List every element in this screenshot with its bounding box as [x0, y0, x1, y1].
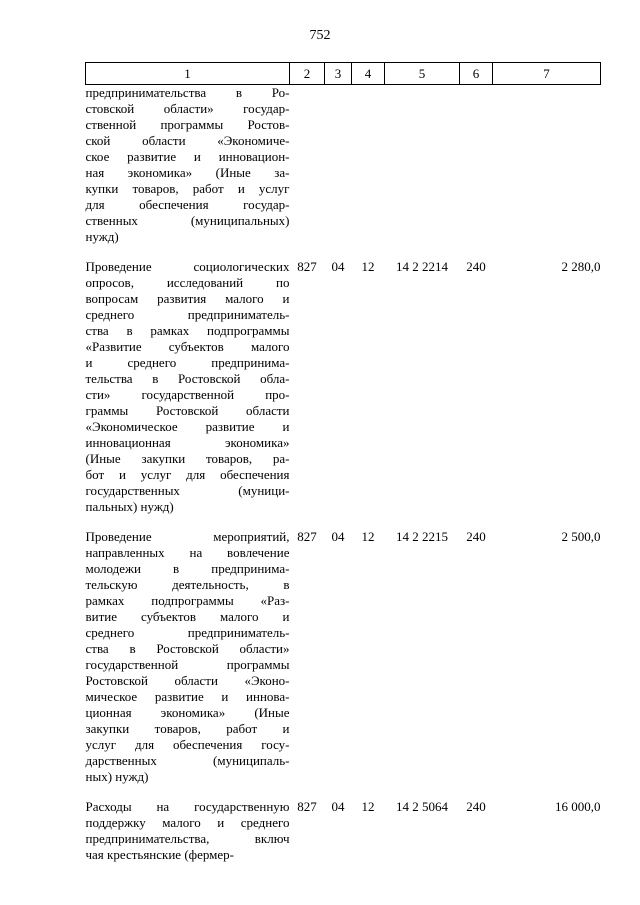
row-gap — [86, 515, 601, 529]
ministry-code — [290, 85, 325, 246]
description-line: Ростовской области «Эконо- — [85, 673, 290, 688]
amount: 2 500,0 — [561, 529, 601, 544]
description-line: услуг для обеспечения госу- — [85, 737, 290, 752]
table-row — [86, 259, 601, 515]
section-code: 04 — [331, 259, 345, 274]
ministry-code: 827 — [297, 529, 317, 544]
description-line: среднего предприниматель- — [85, 625, 290, 640]
ministry-code: 827 — [297, 799, 317, 814]
description-line: Проведение мероприятий, — [85, 529, 290, 544]
budget-table — [85, 62, 601, 863]
description-line: мическое развитие и иннова- — [85, 689, 290, 704]
row-gap — [86, 245, 601, 259]
amount: 16 000,0 — [555, 799, 601, 814]
description-line: чая крестьянские (фермер- — [85, 847, 234, 862]
table-row — [86, 529, 601, 785]
subsection-code: 12 — [361, 259, 375, 274]
header-row — [86, 63, 601, 85]
description-line: пальных) нужд) — [85, 499, 174, 514]
section-code: 04 — [331, 799, 345, 814]
description-line: ционная экономика» (Иные — [85, 705, 290, 720]
description-line: государственных (муници- — [85, 483, 290, 498]
amount — [493, 85, 601, 246]
description-line: тельства в Ростовской обла- — [85, 371, 290, 386]
description-line: среднего предприниматель- — [85, 307, 290, 322]
table-row — [86, 85, 601, 246]
description-line: направленных на вовлечение — [85, 545, 290, 560]
description-line: государственной программы — [85, 657, 290, 672]
description-line: поддержку малого и среднего — [85, 815, 290, 830]
description-line: для обеспечения государ- — [85, 197, 290, 212]
expense-description — [86, 529, 290, 785]
table-row — [86, 799, 601, 863]
description-line: ства в Ростовской области» — [85, 641, 290, 656]
target-article-code — [385, 85, 460, 246]
description-line: «Развитие субъектов малого — [85, 339, 290, 354]
description-line: предпринимательства, включ — [85, 831, 290, 846]
description-line: ственной программы Ростов- — [85, 117, 290, 132]
header-col-7: 7 — [493, 63, 601, 85]
target-article-code: 14 2 5064 — [396, 799, 448, 814]
header-col-6: 6 — [460, 63, 493, 85]
description-line: ства в рамках подпрограммы — [85, 323, 290, 338]
section-code — [325, 85, 352, 246]
description-line: ской области «Экономиче- — [85, 133, 290, 148]
header-col-4: 4 — [352, 63, 385, 85]
description-line: «Экономическое развитие и — [85, 419, 290, 434]
header-col-5: 5 — [385, 63, 460, 85]
expense-type-code: 240 — [466, 799, 486, 814]
description-line: купки товаров, работ и услуг — [85, 181, 290, 196]
row-gap-cell — [86, 245, 601, 259]
description-line: Расходы на государственную — [85, 799, 290, 814]
description-line: молодежи в предпринима- — [85, 561, 290, 576]
target-article-code: 14 2 2215 — [396, 529, 448, 544]
expense-type-code — [460, 85, 493, 246]
description-line: бот и услуг для обеспечения — [85, 467, 290, 482]
row-gap-cell — [86, 515, 601, 529]
description-line: витие субъектов малого и — [85, 609, 290, 624]
header-col-2: 2 — [290, 63, 325, 85]
description-line: предпринимательства в Ро- — [85, 85, 290, 100]
description-line: нужд) — [85, 229, 119, 244]
ministry-code: 827 — [297, 259, 317, 274]
description-line: опросов, исследований по — [85, 275, 290, 290]
expense-description — [86, 799, 290, 863]
description-line: ское развитие и инновацион- — [85, 149, 290, 164]
description-line: сти» государственной про- — [85, 387, 290, 402]
description-line: вопросам развития малого и — [85, 291, 290, 306]
expense-description — [86, 85, 290, 246]
header-col-1: 1 — [86, 63, 290, 85]
subsection-code: 12 — [361, 799, 375, 814]
amount: 2 280,0 — [561, 259, 601, 274]
description-line: ных) нужд) — [85, 769, 149, 784]
row-gap-cell — [86, 785, 601, 799]
section-code: 04 — [331, 529, 345, 544]
description-line: закупки товаров, работ и — [85, 721, 290, 736]
description-line: рамках подпрограммы «Раз- — [85, 593, 290, 608]
table-body — [86, 85, 601, 864]
description-line: ственных (муниципальных) — [85, 213, 290, 228]
expense-type-code: 240 — [466, 259, 486, 274]
description-line: граммы Ростовской области — [85, 403, 290, 418]
header-col-3: 3 — [325, 63, 352, 85]
target-article-code: 14 2 2214 — [396, 259, 448, 274]
expense-type-code: 240 — [466, 529, 486, 544]
description-line: ная экономика» (Иные за- — [85, 165, 290, 180]
subsection-code — [352, 85, 385, 246]
subsection-code: 12 — [361, 529, 375, 544]
description-line: стовской области» государ- — [85, 101, 290, 116]
description-line: (Иные закупки товаров, ра- — [85, 451, 290, 466]
description-line: Проведение социологических — [85, 259, 290, 274]
expense-description — [86, 259, 290, 515]
description-line: и среднего предпринима- — [85, 355, 290, 370]
description-line: тельскую деятельность, в — [85, 577, 290, 592]
row-gap — [86, 785, 601, 799]
page-number: 752 — [309, 28, 331, 43]
description-line: дарственных (муниципаль- — [85, 753, 290, 768]
description-line: инновационная экономика» — [85, 435, 290, 450]
